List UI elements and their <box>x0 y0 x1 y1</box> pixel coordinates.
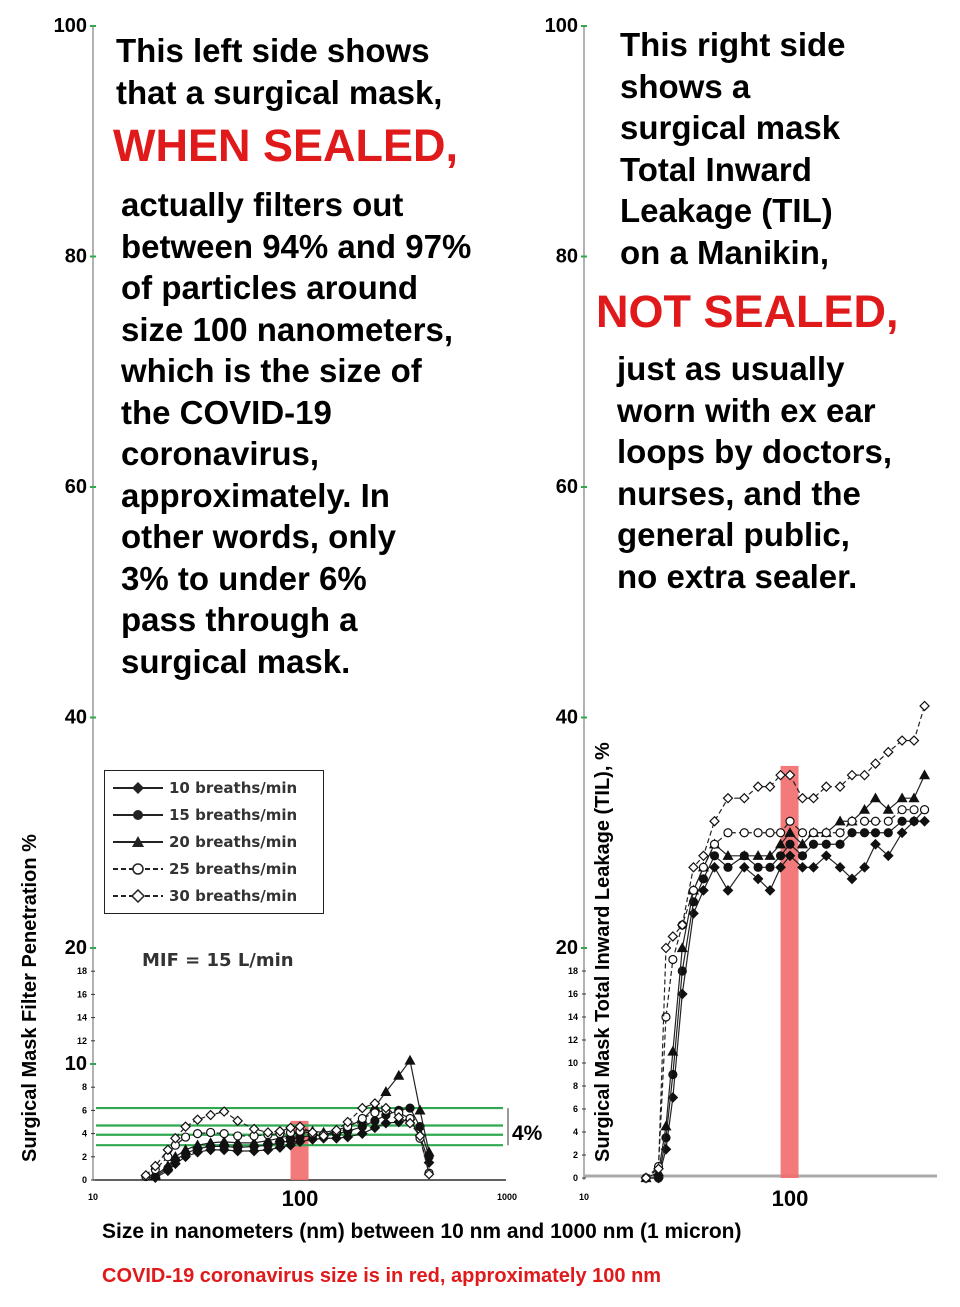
right-intro-line: This right side <box>620 26 846 63</box>
x-tick-label: 1000 <box>496 1192 518 1202</box>
data-point <box>777 852 785 860</box>
y-minor-tick-label: 12 <box>76 1035 87 1046</box>
data-point <box>910 817 918 825</box>
legend-item <box>111 829 297 855</box>
y-tick-label: 40 <box>555 706 578 729</box>
left-body-line: between 94% and 97% <box>121 227 472 265</box>
right-note-emphasis: NOT SEALED, <box>596 286 899 337</box>
y-tick-label: 60 <box>555 476 578 498</box>
data-point <box>822 840 830 848</box>
data-point <box>754 829 762 837</box>
data-point <box>358 1123 366 1131</box>
left-x-tick-labels <box>88 1186 517 1211</box>
y-minor-tick-label: 6 <box>81 1105 87 1116</box>
data-point <box>884 829 892 837</box>
right-body-line: general public, <box>617 516 850 553</box>
left-body-line: 3% to under 6% <box>121 559 367 597</box>
left-note-emphasis: WHEN SEALED, <box>113 120 459 171</box>
x-axis-label: Size in nanometers (nm) between 10 nm and 1000 nm (1 micron) <box>102 1220 742 1243</box>
y-minor-tick-label: 0 <box>572 1173 578 1183</box>
right-y-tick-labels <box>545 15 587 1183</box>
data-point <box>699 875 707 883</box>
data-point <box>910 736 919 745</box>
right-intro-line: Total Inward <box>620 150 812 188</box>
y-minor-tick-label: 8 <box>572 1081 578 1091</box>
data-point <box>723 794 732 803</box>
data-point <box>861 829 869 837</box>
data-point <box>661 944 670 953</box>
y-minor-tick-label: 2 <box>81 1151 87 1162</box>
data-point <box>233 1116 242 1125</box>
right-intro-line: on a Manikin, <box>620 233 830 271</box>
data-point <box>207 1128 215 1136</box>
legend-label: 15 breaths/min <box>169 806 298 824</box>
data-point <box>898 817 906 825</box>
data-point <box>668 932 677 941</box>
y-minor-tick-label: 2 <box>572 1150 578 1160</box>
legend-line-filled-triangle-icon <box>111 835 165 849</box>
data-point <box>766 863 774 871</box>
data-point <box>809 840 817 848</box>
data-point <box>724 829 732 837</box>
right-intro-line: surgical mask <box>620 109 841 146</box>
left-body-line: other words, only <box>121 518 397 555</box>
right-body-line: nurses, and the <box>617 474 861 512</box>
data-point <box>710 840 718 848</box>
data-point <box>871 759 880 768</box>
x-tick-label: 100 <box>281 1186 319 1211</box>
y-minor-tick-label: 14 <box>567 1012 578 1022</box>
right-covid-band <box>781 766 799 1178</box>
left-body-line: actually filters out <box>121 186 404 223</box>
left-y-tick-labels <box>54 15 96 1185</box>
right-body-line: just as usually <box>617 350 845 387</box>
y-minor-tick-label: 4 <box>572 1127 578 1137</box>
data-point <box>766 829 774 837</box>
y-minor-tick-label: 16 <box>567 989 578 999</box>
left-note-intro <box>116 30 442 113</box>
legend-line-open-circle-icon <box>111 862 165 876</box>
data-point <box>710 863 719 872</box>
y-minor-tick-label: 10 <box>567 1058 578 1068</box>
data-point <box>848 829 856 837</box>
right-body-line: loops by doctors, <box>617 433 893 470</box>
left-body-line: which is the size of <box>121 352 422 389</box>
data-point <box>740 794 749 803</box>
right-intro-line: shows a <box>620 67 751 105</box>
left-body-line: coronavirus, <box>121 435 320 472</box>
data-point <box>836 840 844 848</box>
legend-item <box>111 775 297 801</box>
left-series-group <box>141 1056 433 1182</box>
data-point <box>699 863 707 871</box>
data-point <box>860 771 869 780</box>
data-point <box>689 886 697 894</box>
left-y-axis-label: Surgical Mask Filter Penetration % <box>19 834 41 1162</box>
x-tick-label: 10 <box>87 1192 99 1202</box>
reference-label: 4% <box>512 1122 543 1145</box>
y-tick-label: 80 <box>555 245 578 268</box>
right-note-intro <box>620 24 846 273</box>
data-point <box>920 771 929 779</box>
covid-band-rect <box>781 766 799 1178</box>
data-point <box>754 782 763 791</box>
y-tick-label: 20 <box>64 937 87 959</box>
x-tick-label: 10 <box>578 1192 590 1202</box>
data-point <box>920 817 929 826</box>
data-point <box>358 1115 366 1123</box>
data-point <box>678 944 687 952</box>
data-point <box>206 1111 215 1120</box>
y-tick-label: 80 <box>64 245 87 268</box>
data-point <box>786 817 794 825</box>
data-point <box>699 851 708 860</box>
covid-size-note: COVID-19 coronavirus size is in red, approximately 100 nm <box>102 1265 662 1287</box>
y-minor-tick-label: 18 <box>76 966 87 977</box>
data-point <box>809 829 817 837</box>
data-point <box>786 840 794 848</box>
legend-item <box>111 883 297 909</box>
data-point <box>871 794 880 802</box>
legend-line-filled-diamond-icon <box>111 781 165 795</box>
y-minor-tick-label: 4 <box>81 1128 87 1139</box>
right-body-line: no extra sealer. <box>617 557 858 595</box>
data-point <box>799 829 807 837</box>
data-point <box>220 1130 228 1138</box>
legend-label: 30 breaths/min <box>169 887 298 905</box>
legend-item <box>111 856 297 882</box>
y-tick-label: 10 <box>64 1053 87 1075</box>
data-point <box>884 748 893 757</box>
left-body-line: of particles around <box>121 269 419 306</box>
legend-line-filled-circle-icon <box>111 808 165 822</box>
x-tick-label: 100 <box>771 1186 809 1211</box>
data-point <box>406 1056 415 1064</box>
left-body-line: the COVID-19 <box>121 393 332 431</box>
data-point <box>668 1047 677 1055</box>
data-point <box>884 817 892 825</box>
data-point <box>234 1132 242 1140</box>
data-point <box>898 806 906 814</box>
y-minor-tick-label: 18 <box>567 966 578 976</box>
data-point <box>754 863 762 871</box>
y-tick-label: 100 <box>53 15 87 37</box>
legend-label: 20 breaths/min <box>169 833 298 851</box>
left-body-line: size 100 nanometers, <box>121 310 453 348</box>
y-tick-label: 100 <box>544 15 578 37</box>
left-body-line: surgical mask. <box>121 642 351 680</box>
data-point <box>822 829 830 837</box>
y-minor-tick-label: 12 <box>567 1035 578 1045</box>
data-point <box>798 794 807 803</box>
data-point <box>678 990 687 999</box>
y-tick-label: 60 <box>64 476 87 498</box>
left-body-line: approximately. In <box>121 476 390 514</box>
left-body-line: pass through a <box>121 601 358 638</box>
data-point <box>669 956 677 964</box>
chart-legend <box>104 770 324 914</box>
y-tick-label: 20 <box>555 937 578 959</box>
data-point <box>406 1104 414 1112</box>
right-x-tick-labels <box>579 1186 808 1211</box>
data-point <box>371 1109 379 1117</box>
left-intro-line: that a surgical mask, <box>116 73 443 111</box>
legend-label: 10 breaths/min <box>169 779 298 797</box>
data-point <box>220 1137 229 1145</box>
right-intro-line: Leakage (TIL) <box>620 192 833 229</box>
data-point <box>371 1117 379 1125</box>
data-point <box>370 1099 379 1108</box>
right-note-body <box>617 348 892 597</box>
data-point <box>181 1145 190 1153</box>
data-point <box>710 852 718 860</box>
data-point <box>871 829 879 837</box>
data-point <box>193 1115 202 1124</box>
data-point <box>724 863 732 871</box>
data-point <box>836 829 844 837</box>
data-point <box>799 852 807 860</box>
data-point <box>182 1133 190 1141</box>
y-minor-tick-label: 0 <box>81 1175 87 1185</box>
data-point <box>710 817 719 826</box>
legend-label: 25 breaths/min <box>169 860 298 878</box>
y-tick-label: 40 <box>64 706 87 729</box>
mif-label: MIF = 15 L/min <box>142 950 294 971</box>
data-point <box>689 909 698 918</box>
data-point <box>777 829 785 837</box>
data-point <box>910 806 918 814</box>
legend-line-open-diamond-icon <box>111 889 165 903</box>
data-point <box>194 1130 202 1138</box>
data-point <box>921 806 929 814</box>
y-minor-tick-label: 8 <box>81 1082 87 1093</box>
left-intro-line: This left side shows <box>116 32 430 69</box>
right-y-axis-label: Surgical Mask Total Inward Leakage (TIL), % <box>592 742 614 1162</box>
data-point <box>861 817 869 825</box>
data-point <box>689 863 698 872</box>
left-note-body <box>121 184 471 682</box>
data-point <box>358 1104 367 1113</box>
legend-item <box>111 802 297 828</box>
data-point <box>740 829 748 837</box>
y-minor-tick-label: 6 <box>572 1104 578 1114</box>
data-point <box>848 817 856 825</box>
data-point <box>723 886 732 895</box>
y-minor-tick-label: 14 <box>76 1012 87 1023</box>
data-point <box>871 817 879 825</box>
data-point <box>920 701 929 710</box>
right-body-line: worn with ex ear <box>617 391 876 429</box>
y-minor-tick-label: 16 <box>76 989 87 1000</box>
